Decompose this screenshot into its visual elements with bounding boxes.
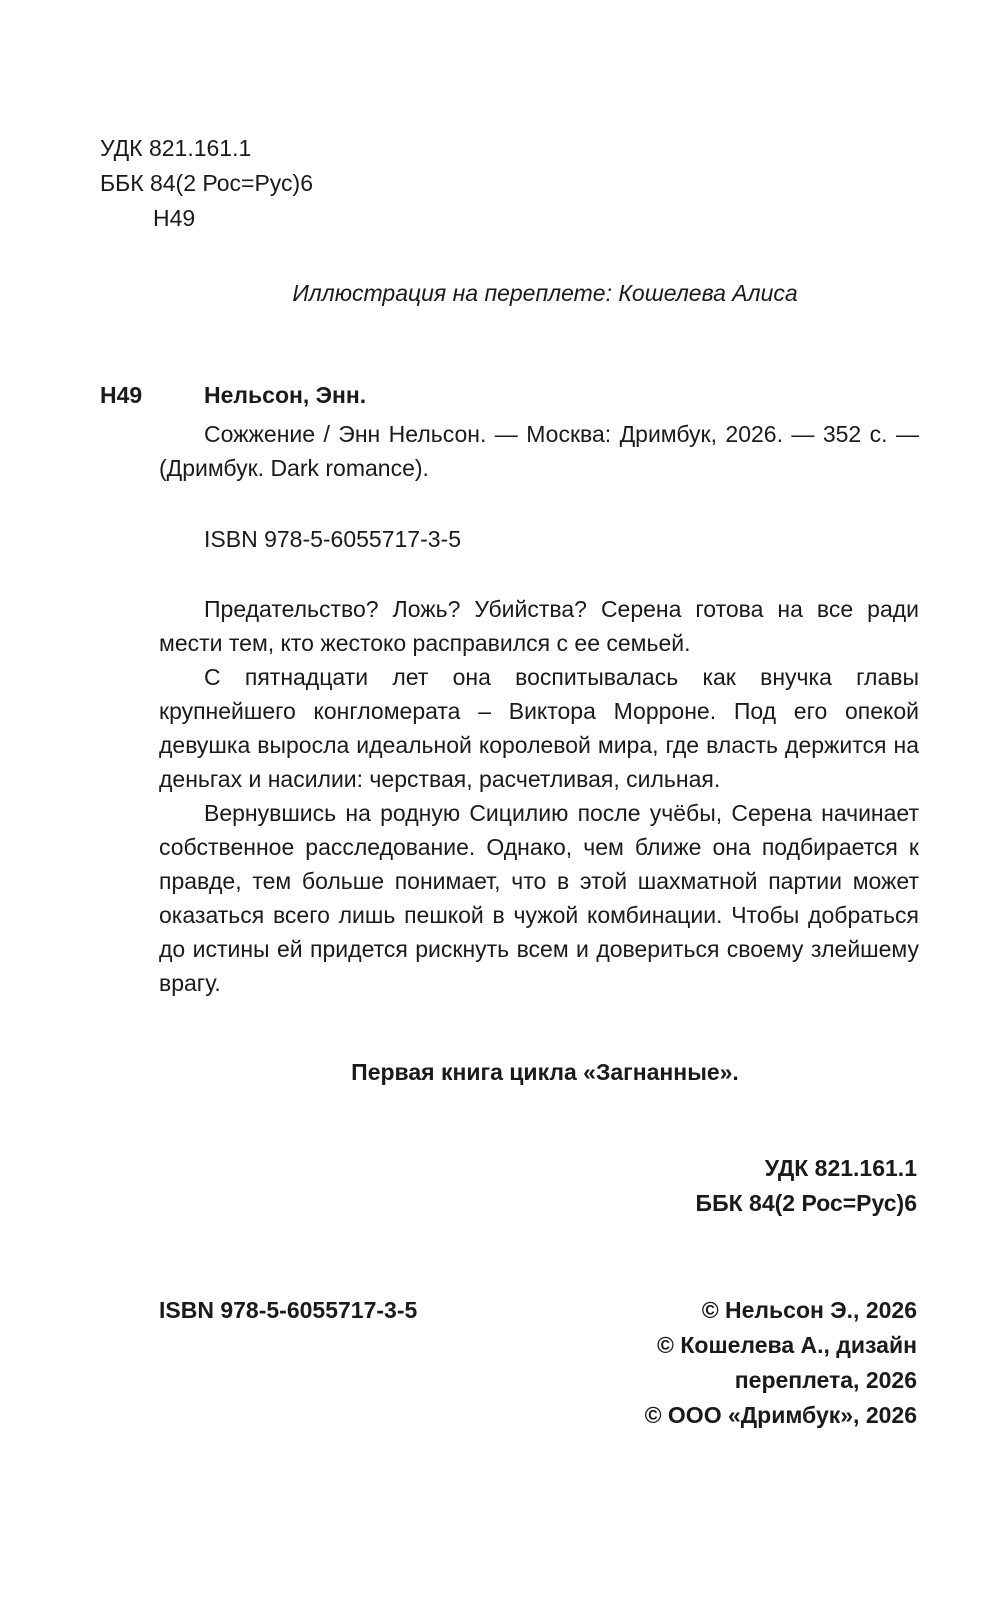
bibliographic-text: Сожжение / Энн Нельсон. — Москва: Дримбук, 2026. — 352 с. — (Дримбук. Dark romance).: [159, 421, 919, 481]
udk-code-bottom: УДК 821.161.1: [764, 1155, 917, 1181]
illustration-credit: Иллюстрация на переплете: Кошелева Алиса: [292, 280, 798, 306]
author-sign-top: Н49: [153, 205, 196, 231]
bbk-code-bottom: ББК 84(2 Рос=Рус)6: [695, 1190, 917, 1216]
bbk-code-top: ББК 84(2 Рос=Рус)6: [100, 170, 313, 196]
copyright-line: переплета, 2026: [734, 1367, 917, 1393]
copyright-line: © ООО «Дримбук», 2026: [644, 1402, 917, 1428]
annotation-paragraph: Вернувшись на родную Сицилию после учёбы, Серена начинает собственное расследование. Однако, чем ближе она подбирается к правде, тем больше понимает, что в этой шахматной партии может оказаться всего лишь пешкой в чужой комбинации. Чтобы добраться до истины ей придется рискнуть всем и довериться своему злейшему врагу.: [159, 800, 919, 996]
card-author-sign: Н49: [100, 382, 143, 408]
copyright-line: © Нельсон Э., 2026: [701, 1297, 917, 1323]
bibliographic-description: [159, 417, 919, 485]
copyright-line: © Кошелева А., дизайн: [657, 1332, 917, 1358]
copyright-block: [645, 1293, 917, 1433]
annotation: [159, 592, 919, 1000]
annotation-paragraph: Предательство? Ложь? Убийства? Серена готова на все ради мести тем, кто жестоко расправился с ее семьей.: [159, 596, 919, 656]
series-note: Первая книга цикла «Загнанные».: [351, 1059, 739, 1085]
isbn-bottom: ISBN 978-5-6055717-3-5: [159, 1297, 418, 1323]
card-isbn: ISBN 978-5-6055717-3-5: [204, 526, 461, 552]
annotation-paragraph: С пятнадцати лет она воспитывалась как внучка главы крупнейшего конгломерата – Виктора Морроне. Под его опекой девушка выросла идеальной королевой мира, где власть держится на деньгах и насилии: черствая, расчетливая, сильная.: [159, 664, 919, 792]
card-author-heading: Нельсон, Энн.: [204, 382, 367, 408]
udk-code-top: УДК 821.161.1: [100, 135, 252, 161]
